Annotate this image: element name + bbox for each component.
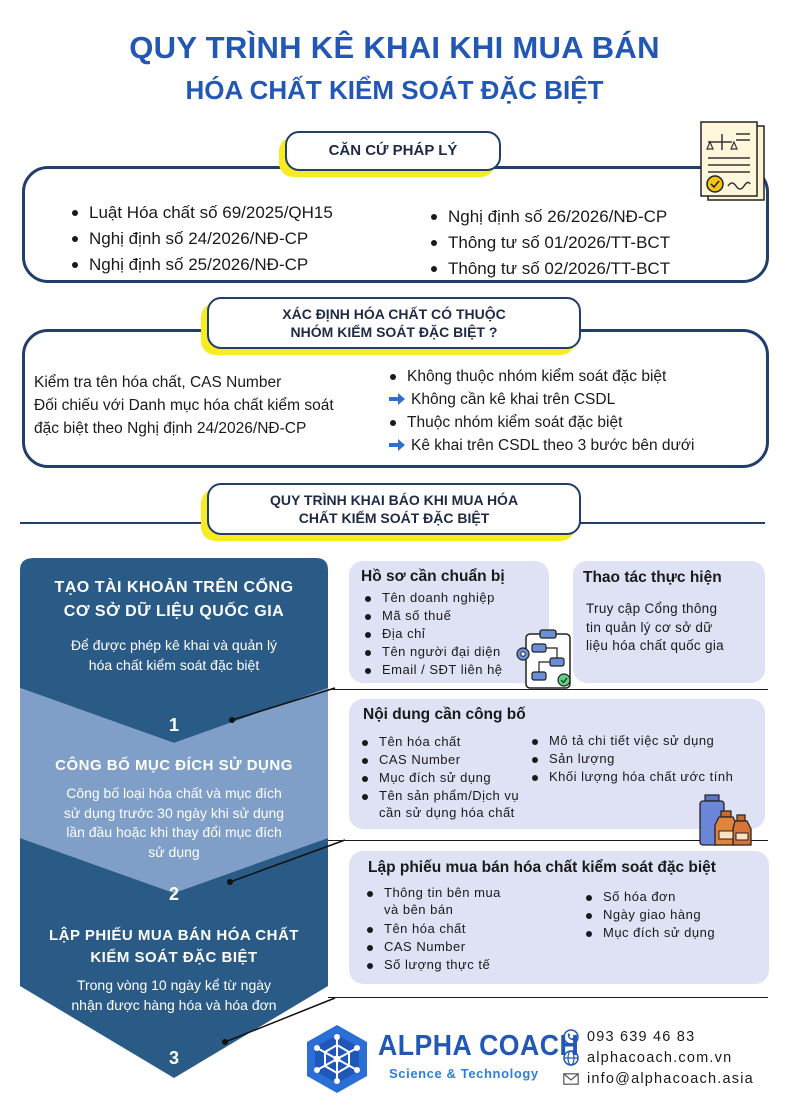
email-address[interactable]: info@alphacoach.asia — [587, 1071, 754, 1087]
step-1-desc-line: hóa chất kiểm soát đặc biệt — [88, 657, 260, 673]
publish-item: CAS Number — [357, 751, 547, 769]
outcome-action-text: Không cần kê khai trên CSDL — [411, 391, 616, 408]
publish-item: Tên hóa chất — [357, 733, 547, 751]
step-2-title: CÔNG BỐ MỤC ĐÍCH SỬ DỤNG — [55, 757, 293, 774]
publish-card-title: Nội dung cần công bố — [363, 706, 526, 723]
globe-icon — [563, 1050, 579, 1066]
outcome-controlled: Thuộc nhóm kiểm soát đặc biệt — [385, 411, 765, 434]
prepare-card-title: Hồ sơ cần chuẩn bị — [361, 568, 505, 585]
page-subtitle: HÓA CHẤT KIỂM SOÁT ĐẶC BIỆT — [185, 75, 604, 105]
instruction-line: Kiểm tra tên hóa chất, CAS Number — [34, 374, 282, 391]
step-3-title-line: LẬP PHIẾU MUA BÁN HÓA CHẤT — [49, 927, 299, 944]
step-2-number: 2 — [168, 884, 179, 904]
process-header-line2: CHẤT KIỂM SOÁT ĐẶC BIỆT — [298, 510, 490, 526]
determine-header-line2: NHÓM KIỂM SOÁT ĐẶC BIỆT ? — [290, 324, 498, 340]
ticket-item: Số lượng thực tế — [362, 956, 562, 974]
step-1-title-line: CƠ SỞ DỮ LIỆU QUỐC GIA — [63, 603, 285, 620]
legal-basis-header-text: CĂN CỨ PHÁP LÝ — [328, 142, 458, 159]
action-line: liệu hóa chất quốc gia — [586, 638, 724, 653]
brand-tagline: Science & Technology — [389, 1066, 539, 1081]
publish-item: Tên sản phẩm/Dịch vụ — [357, 787, 547, 805]
publish-item-continuation: cần sử dụng hóa chất — [379, 805, 515, 820]
publish-item: Mục đích sử dụng — [357, 769, 547, 787]
ticket-item: Ngày giao hàng — [581, 906, 761, 924]
prepare-item: Tên doanh nghiệp — [360, 589, 550, 607]
step-3-title-line: KIỂM SOÁT ĐẶC BIỆT — [90, 949, 258, 966]
publish-item: Mô tả chi tiết việc sử dụng — [527, 732, 767, 750]
instruction-line: Đối chiếu với Danh mục hóa chất kiểm soát — [34, 397, 334, 414]
publish-item: Khối lượng hóa chất ước tính — [527, 768, 767, 786]
step-2-desc-line: lần đầu hoặc khi thay đổi mục đích — [66, 824, 282, 840]
action-line: Truy cập Cổng thông — [586, 601, 718, 616]
prepare-item: Mã số thuế — [360, 607, 550, 625]
ticket-item-continuation: và bên bán — [384, 902, 454, 917]
publish-item: Sản lượng — [527, 750, 767, 768]
chemical-bottles-icon — [697, 793, 755, 849]
contact-phone — [563, 1029, 695, 1045]
ticket-item: CAS Number — [362, 938, 562, 956]
contact-email — [563, 1071, 754, 1087]
ticket-list-right — [581, 888, 761, 942]
step-2-desc-line: sử dụng — [148, 843, 200, 860]
ticket-item: Tên hóa chất — [362, 920, 562, 938]
legal-item: Thông tư số 01/2026/TT-BCT — [426, 230, 756, 256]
contact-website — [563, 1050, 732, 1066]
action-line: tin quản lý cơ sở dữ — [586, 619, 713, 635]
action-card-body — [586, 600, 762, 656]
ticket-item: Mục đích sử dụng — [581, 924, 761, 942]
row-divider — [328, 997, 768, 998]
brand-name: ALPHA COACH — [378, 1030, 580, 1062]
process-header-line1: QUY TRÌNH KHAI BÁO KHI MUA HÓA — [269, 492, 519, 508]
prepare-item: Địa chỉ — [360, 625, 550, 643]
prepare-item: Email / SĐT liên hệ — [360, 661, 550, 679]
legal-item: Luật Hóa chất số 69/2025/QH15 — [67, 200, 407, 226]
publish-list-left — [357, 733, 547, 805]
legal-item: Nghị định số 25/2026/NĐ-CP — [67, 252, 407, 278]
page-title: QUY TRÌNH KÊ KHAI KHI MUA BÁN — [129, 30, 660, 65]
phone-number: 093 639 46 83 — [587, 1029, 696, 1045]
legal-item: Nghị định số 24/2026/NĐ-CP — [67, 226, 407, 252]
step-1-desc-line: Để được phép kê khai và quản lý — [70, 637, 278, 653]
mail-icon — [563, 1073, 579, 1085]
workflow-icon — [516, 628, 576, 690]
step-3-number: 3 — [168, 1048, 179, 1068]
publish-list-right — [527, 732, 767, 786]
ticket-list-left — [362, 884, 562, 902]
ticket-list-left-rest — [362, 920, 562, 974]
prepare-item: Tên người đại diện — [360, 643, 550, 661]
action-card-title: Thao tác thực hiện — [583, 569, 722, 586]
ticket-item: Số hóa đơn — [581, 888, 761, 906]
website-url[interactable]: alphacoach.com.vn — [587, 1050, 733, 1066]
ticket-card-title: Lập phiếu mua bán hóa chất kiểm soát đặc biệt — [368, 859, 716, 876]
step-1-title-line: TẠO TÀI KHOẢN TRÊN CỔNG — [54, 579, 294, 596]
step-2-desc-line: sử dụng trước 30 ngày khi sử dụng — [63, 804, 285, 821]
outcome-not-controlled: Không thuộc nhóm kiểm soát đặc biệt — [385, 365, 765, 388]
determine-header-line1: XÁC ĐỊNH HÓA CHẤT CÓ THUỘC — [282, 306, 506, 322]
step-3-desc-line: Trong vòng 10 ngày kể từ ngày — [76, 977, 272, 993]
step-1-number: 1 — [168, 715, 179, 735]
legal-item: Nghị định số 26/2026/NĐ-CP — [426, 204, 756, 230]
ticket-item: Thông tin bên mua — [362, 884, 562, 902]
instruction-line: đặc biệt theo Nghị định 24/2026/NĐ-CP — [34, 420, 307, 437]
phone-icon — [563, 1029, 579, 1045]
legal-item: Thông tư số 02/2026/TT-BCT — [426, 256, 756, 282]
outcome-action-text: Kê khai trên CSDL theo 3 bước bên dưới — [411, 437, 695, 454]
step-3-desc-line: nhận được hàng hóa và hóa đơn — [71, 997, 277, 1013]
step-2-desc-line: Công bố loại hóa chất và mục đích — [66, 785, 282, 801]
brand-logo — [303, 1023, 371, 1095]
